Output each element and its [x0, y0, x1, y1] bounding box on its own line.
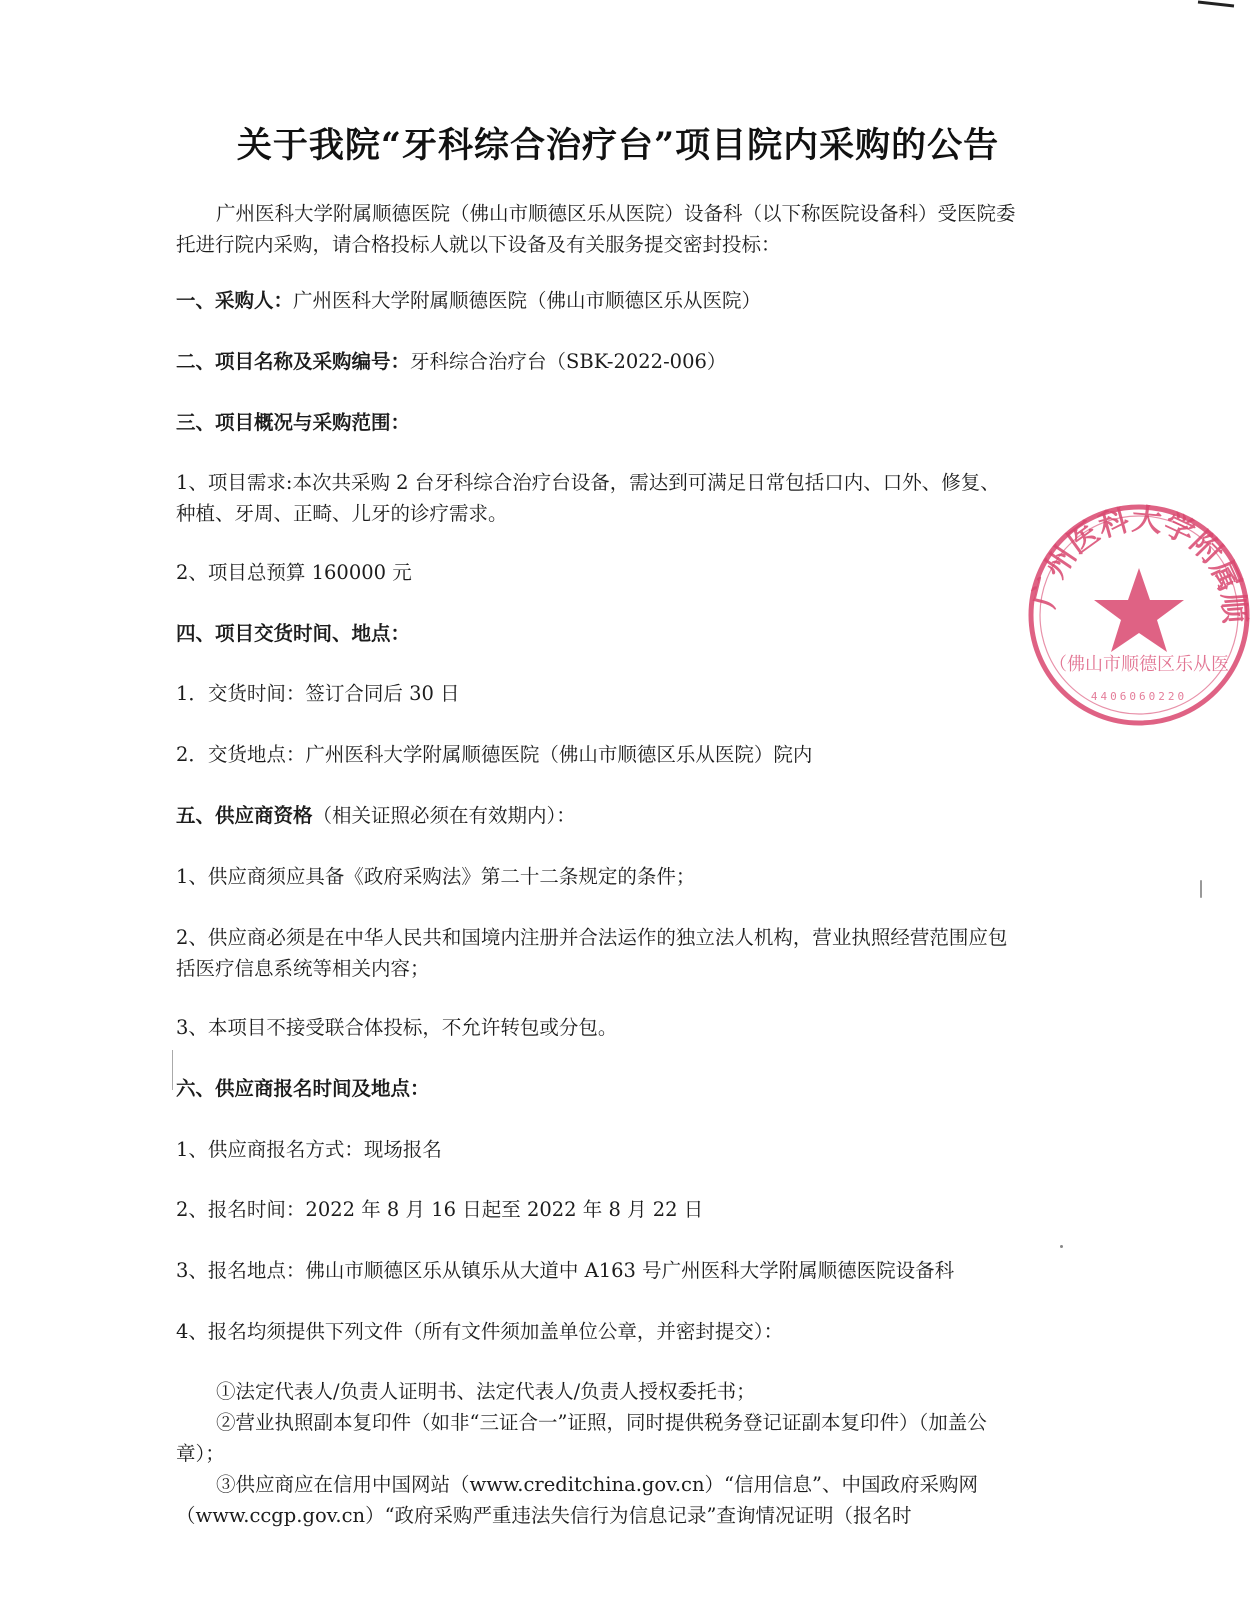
overview-item-budget: 2、项目总预算 160000 元	[176, 561, 412, 584]
section-project-name	[176, 347, 726, 377]
qualification-item-2: 2、供应商必须是在中华人民共和国境内注册并合法运作的独立法人机构，营业执照经营范围应包括医疗信息系统等相关内容；	[176, 926, 1008, 980]
seal-number: 4406060220	[1090, 690, 1188, 703]
section-project-name-value: 牙科综合治疗台（SBK-2022-006）	[410, 350, 727, 373]
section-qualification-label: 五、供应商资格	[176, 804, 313, 827]
registration-item-place: 3、报名地点：佛山市顺德区乐从镇乐从大道中 A163 号广州医科大学附属顺德医院设备科	[176, 1259, 955, 1282]
overview-item-requirement: 1、项目需求:本次共采购 2 台牙科综合治疗台设备，需达到可满足日常包括口内、口外、修复、种植、牙周、正畸、儿牙的诊疗需求。	[176, 471, 1000, 525]
qualification-item-1: 1、供应商须应具备《政府采购法》第二十二条规定的条件；	[176, 865, 696, 888]
seal-bottom-text: （佛山市顺德区乐从医	[1049, 654, 1229, 675]
page-title: 关于我院“牙科综合治疗台”项目院内采购的公告	[236, 125, 1000, 166]
section-purchaser	[176, 286, 761, 316]
section-overview-label: 三、项目概况与采购范围：	[176, 411, 411, 434]
document-item-3: ③供应商应在信用中国网站（www.creditchina.gov.cn）“信用信息”、中国政府采购网（www.ccgp.gov.cn）“政府采购严重违法失信行为信息记录”查询情况证明（报名时	[176, 1473, 978, 1527]
section-delivery-label: 四、项目交货时间、地点：	[176, 622, 411, 645]
section-purchaser-value: 广州医科大学附属顺德医院（佛山市顺德区乐从医院）	[293, 289, 762, 312]
delivery-item-time: 1．交货时间：签订合同后 30 日	[176, 682, 460, 705]
document-item-2: ②营业执照副本复印件（如非“三证合一”证照，同时提供税务登记证副本复印件）（加盖公章）；	[176, 1411, 987, 1465]
seal-top-text: 广州医科大学附属顺	[1026, 502, 1252, 625]
official-seal-stamp	[1024, 500, 1254, 730]
qualification-item-3: 3、本项目不接受联合体投标，不允许转包或分包。	[176, 1016, 618, 1039]
intro-paragraph: 广州医科大学附属顺德医院（佛山市顺德区乐从医院）设备科（以下称医院设备科）受医院委托进行院内采购，请合格投标人就以下设备及有关服务提交密封投标：	[176, 202, 1016, 256]
section-qualification-note: （相关证照必须在有效期内）：	[312, 804, 576, 827]
section-project-name-label: 二、项目名称及采购编号：	[176, 350, 411, 373]
scan-speck	[1060, 1245, 1063, 1248]
scan-speck	[1200, 880, 1202, 898]
registration-item-time: 2、报名时间：2022 年 8 月 16 日起至 2022 年 8 月 22 日	[176, 1198, 704, 1221]
document-item-1: ①法定代表人/负责人证明书、法定代表人/负责人授权委托书；	[216, 1380, 756, 1403]
section-qualification	[176, 801, 576, 831]
registration-item-documents: 4、报名均须提供下列文件（所有文件须加盖单位公章，并密封提交）：	[176, 1320, 784, 1343]
delivery-item-place: 2．交货地点：广州医科大学附属顺德医院（佛山市顺德区乐从医院）院内	[176, 743, 813, 766]
scan-speck	[172, 1050, 173, 1090]
scan-corner-mark	[1196, 0, 1236, 12]
section-purchaser-label: 一、采购人：	[176, 289, 294, 312]
section-registration-label: 六、供应商报名时间及地点：	[176, 1077, 430, 1100]
registration-item-method: 1、供应商报名方式：现场报名	[176, 1138, 442, 1161]
seal-star-icon	[1094, 568, 1184, 652]
